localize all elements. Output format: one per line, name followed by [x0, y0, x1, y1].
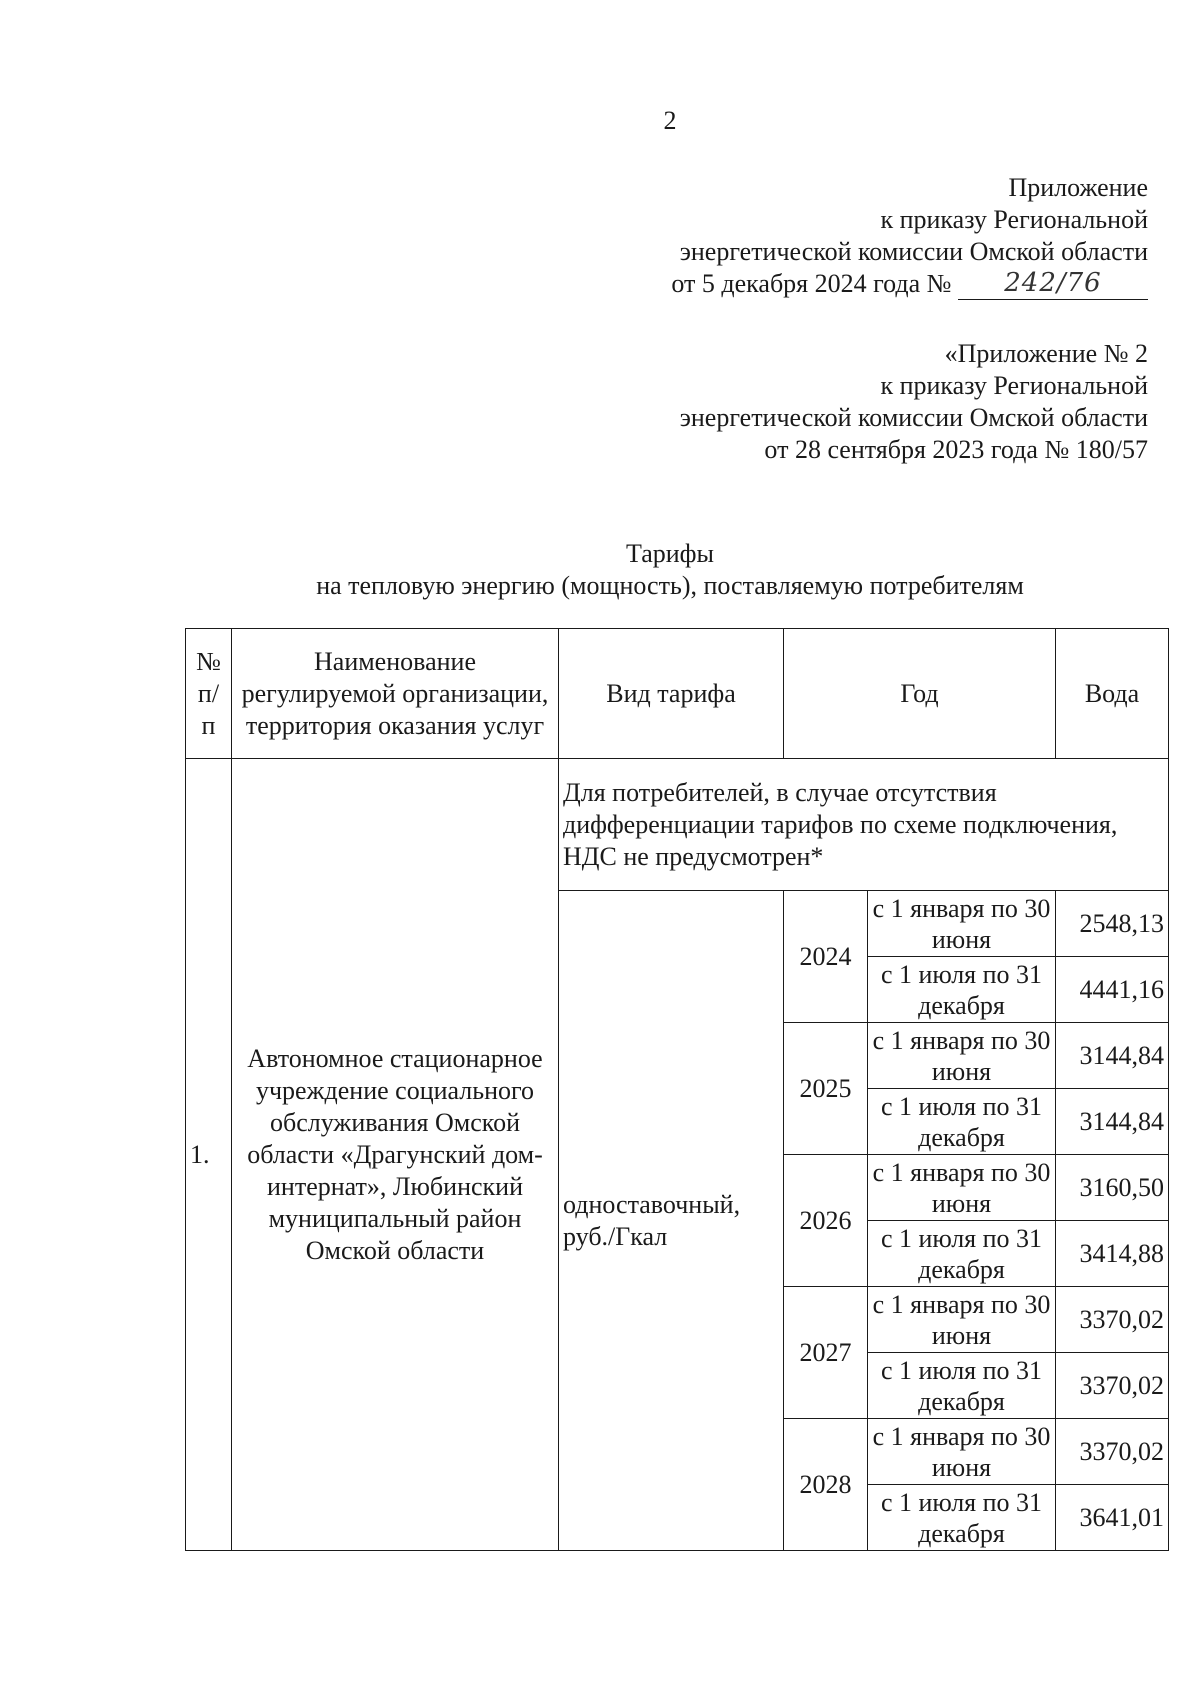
original-appendix-line-1: «Приложение № 2	[944, 339, 1148, 368]
tariff-value: 3414,88	[1056, 1221, 1169, 1287]
consumer-note: Для потребителей, в случае отсутствия дифференциации тарифов по схеме подключения, НДС не предусмотрен*	[559, 759, 1169, 891]
tariff-value: 3160,50	[1056, 1155, 1169, 1221]
period-cell: с 1 января по 30 июня	[868, 1155, 1056, 1221]
original-appendix-line-4: от 28 сентября 2023 года № 180/57	[764, 435, 1148, 464]
table-row	[186, 759, 1169, 891]
header-organization: Наименование регулируемой организации, территория оказания услуг	[232, 629, 559, 759]
tariff-value: 4441,16	[1056, 957, 1169, 1023]
tariffs-table	[185, 628, 1169, 1551]
document-title	[0, 538, 1200, 602]
header-number: № п/ п	[186, 629, 232, 759]
tariff-value: 3144,84	[1056, 1089, 1169, 1155]
page-number: 2	[663, 106, 677, 135]
period-cell: с 1 января по 30 июня	[868, 1419, 1056, 1485]
original-appendix-header	[680, 338, 1148, 466]
title-line-1: Тарифы	[625, 539, 714, 568]
title-line-2: на тепловую энергию (мощность), поставляемую потребителям	[316, 571, 1024, 600]
header-tariff-kind: Вид тарифа	[559, 629, 784, 759]
appendix-line-4	[671, 268, 1148, 300]
tariff-value: 3370,02	[1056, 1419, 1169, 1485]
year-cell: 2024	[784, 891, 868, 1023]
year-cell: 2025	[784, 1023, 868, 1155]
appendix-line-3: энергетической комиссии Омской области	[679, 237, 1148, 266]
year-cell: 2027	[784, 1287, 868, 1419]
appendix-date-prefix: от 5 декабря 2024 года №	[671, 269, 952, 298]
tariff-kind-cell: одноставочный, руб./Гкал	[559, 891, 784, 1551]
original-appendix-line-2: к приказу Региональной	[880, 371, 1148, 400]
row-number: 1.	[186, 759, 232, 1551]
tariff-value: 3641,01	[1056, 1485, 1169, 1551]
tariff-value: 3370,02	[1056, 1353, 1169, 1419]
organization-cell: Автономное стационарное учреждение социального обслуживания Омской области «Драгунский дом-интернат», Любинский муниципальный район Омской области	[232, 759, 559, 1551]
period-cell: с 1 января по 30 июня	[868, 1287, 1056, 1353]
tariff-value: 3144,84	[1056, 1023, 1169, 1089]
period-cell: с 1 января по 30 июня	[868, 1023, 1056, 1089]
year-cell: 2026	[784, 1155, 868, 1287]
period-cell: с 1 января по 30 июня	[868, 891, 1056, 957]
header-year: Год	[784, 629, 1056, 759]
appendix-header	[671, 172, 1148, 300]
appendix-line-2: к приказу Региональной	[880, 205, 1148, 234]
table-header-row	[186, 629, 1169, 759]
period-cell: с 1 июля по 31 декабря	[868, 1353, 1056, 1419]
original-appendix-line-3: энергетической комиссии Омской области	[679, 403, 1148, 432]
period-cell: с 1 июля по 31 декабря	[868, 957, 1056, 1023]
tariff-value: 2548,13	[1056, 891, 1169, 957]
appendix-line-1: Приложение	[1008, 173, 1148, 202]
header-water: Вода	[1056, 629, 1169, 759]
period-cell: с 1 июля по 31 декабря	[868, 1485, 1056, 1551]
order-number-handwritten: 242/76	[1004, 268, 1102, 298]
period-cell: с 1 июля по 31 декабря	[868, 1089, 1056, 1155]
order-number-field	[958, 268, 1148, 300]
year-cell: 2028	[784, 1419, 868, 1551]
tariff-value: 3370,02	[1056, 1287, 1169, 1353]
period-cell: с 1 июля по 31 декабря	[868, 1221, 1056, 1287]
